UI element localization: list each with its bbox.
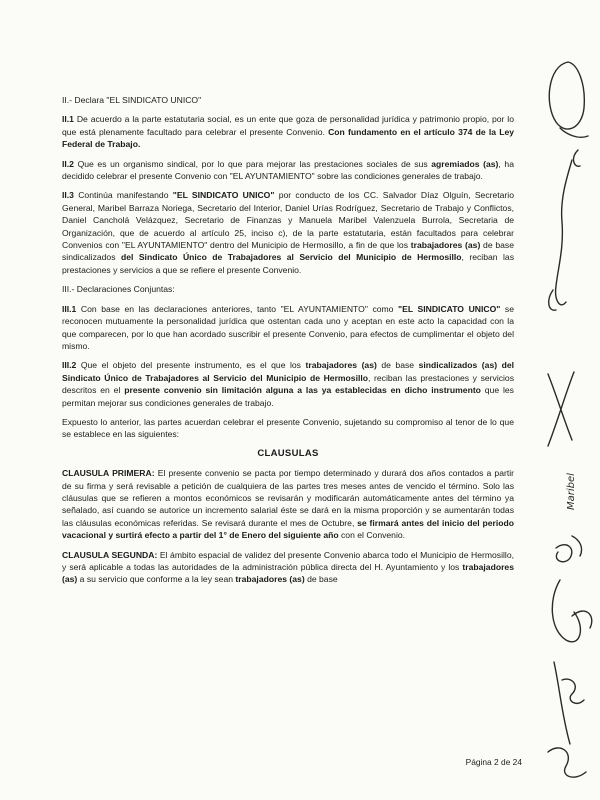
margin-note-maribel: Maribel	[566, 473, 577, 510]
paragraph-text: por conducto de los CC. Salvador Díaz Olguín, Secretario General, Maribel Barraza Noriega, Secretario del Interior, Daniel Urías Rodríguez, Secretario de Trabajo y Conflictos, Daniel Cancholá Velázquez, Secretario de Finanzas y Manuela Maribel Valenzuela Burrola, Secretaria de Organización, que de acuerdo al artículo 25, inciso c), de la parte estatutaria, están facultados para celebrar Convenios con "EL AYUNTAMIENTO" dentro del Municipio de Hermosillo, a fin de que los	[62, 190, 514, 251]
paragraph-text: se reconocen mutuamente la personalidad jurídica que ostentan cada uno y aceptan en este acto la capacidad con la que comparecen, por lo que han acordado suscribir el presente Convenio, para efectos de cumplimentar el objeto del mismo.	[62, 303, 514, 351]
clausula-primera	[62, 467, 514, 541]
signature-lower-3	[554, 662, 570, 744]
paragraph-text: , reciban las prestaciones y servicios descritos en el	[62, 372, 515, 396]
paragraph-bold: presente convenio sin limitación alguna a las ya establecidas en dicho instrumento	[124, 385, 481, 396]
paragraph-text: De acuerdo a la parte estatutaria social, es un ente que goza de personalidad jurídica y patrimonio propio, por lo que está plenamente facultado para celebrar el presente Convenio.	[62, 114, 514, 137]
clausula-bold: trabajadores (as)	[235, 574, 305, 585]
paragraph-3-1	[62, 303, 514, 353]
clausula-text: de base	[304, 574, 338, 585]
paragraph-text: de base sindicalizados	[62, 240, 514, 263]
clausula-bold: se firmará antes del inicio del periodo vacacional y surtirá efecto a partir del 1° de Enero del siguiente año	[62, 517, 514, 541]
clausula-label: CLAUSULA PRIMERA:	[62, 468, 155, 479]
paragraph-bold: Con fundamento en el artículo 374 de la Ley Federal de Trabajo.	[62, 126, 515, 150]
paragraph-label: III.2	[62, 360, 77, 371]
paragraph-text: Que el objeto del presente instrumento, es el que los	[76, 360, 306, 371]
paragraph-label: II.1	[62, 114, 74, 125]
paragraph-text: Que es un organismo sindical, por lo que para mejorar las prestaciones sociales de sus	[73, 158, 432, 169]
document-body	[62, 94, 514, 593]
paragraph-bold: del Sindicato Único de Trabajadores al Servicio del Municipio de Hermosillo	[120, 252, 462, 263]
paragraph-2-1	[62, 113, 514, 150]
clausula-bold: trabajadores (as)	[62, 562, 514, 585]
signature-loop	[549, 62, 584, 129]
paragraph-label: II.3	[62, 190, 74, 201]
paragraph-bold: sindicalizados (as) del Sindicato Único de Trabajadores al Servicio del Municipio de Hermosillo	[62, 360, 515, 383]
paragraph-3-2	[62, 359, 514, 409]
signature-cross	[548, 374, 572, 440]
paragraph-expuesto: Expuesto lo anterior, las partes acuerdan celebrar el presente Convenio, sujetando su compromiso al tenor de lo que se establece en las siguientes:	[62, 416, 514, 440]
paragraph-text: Continúa manifestando	[73, 190, 173, 201]
signature-lower-2	[552, 580, 580, 642]
paragraph-text: de base	[376, 360, 419, 371]
paragraph-bold: "EL SINDICATO UNICO"	[172, 190, 275, 201]
paragraph-bold: "EL SINDICATO UNICO"	[398, 303, 501, 314]
clausulas-title: CLAUSULAS	[257, 447, 319, 459]
page-number: Página 2 de 24	[465, 757, 522, 767]
clausula-text: a su servicio que conforme a la ley sean	[77, 574, 236, 585]
paragraph-text: que les permitan mejorar sus condiciones generales de trabajo.	[62, 385, 514, 408]
paragraph-bold: agremiados (as)	[431, 158, 499, 169]
clausula-segunda	[62, 549, 514, 586]
signature-tail	[560, 128, 588, 137]
signature-lower-4	[548, 748, 586, 777]
clausula-label: CLAUSULA SEGUNDA:	[62, 549, 158, 560]
paragraph-text: , reciban las prestaciones y servicios a que se refiere el presente Convenio.	[62, 252, 514, 275]
paragraph-text: Con base en las declaraciones anteriores, tanto "EL AYUNTAMIENTO" como	[76, 303, 399, 314]
signature-lower-1	[556, 545, 572, 562]
signature-vertical	[556, 160, 572, 305]
paragraph-2-3	[62, 189, 514, 276]
paragraph-bold: trabajadores (as)	[305, 360, 377, 371]
clausula-text: El ámbito espacial de validez del presente Convenio abarca todo el Municipio de Hermosillo, y será aplicable a todas las autoridades de la administración pública directa del H. Ayuntamiento y los	[62, 549, 514, 572]
section-heading-declaraciones-conjuntas: III.- Declaraciones Conjuntas:	[62, 284, 175, 295]
clausula-text: con el Convenio.	[338, 530, 406, 541]
paragraph-2-2	[62, 158, 514, 183]
paragraph-label: III.1	[62, 303, 77, 314]
paragraph-text: , ha decidido celebrar el presente Convenio con "EL AYUNTAMIENTO" sobre las condiciones generales de trabajo.	[62, 158, 514, 182]
clausula-text: El presente convenio se pacta por tiempo determinado y durará dos años contados a partir de su firma y será revisable a petición de cualquiera de las partes tres meses antes de vencido el término. Solo las cláusulas que se refieren a montos económicos se revisarán y modificarán automáticamente antes del término ya señalado, así cuando se autorice un incremento salarial éste se dará en la misma proporción y se aumentarán todas las cláusulas económicas referidas. Se revisará durante el mes de Octubre,	[62, 468, 514, 528]
paragraph-bold: trabajadores (as)	[410, 240, 481, 251]
paragraph-label: II.2	[62, 158, 74, 169]
section-heading-declara-sindicato: II.- Declara "EL SINDICATO UNICO"	[62, 95, 202, 105]
